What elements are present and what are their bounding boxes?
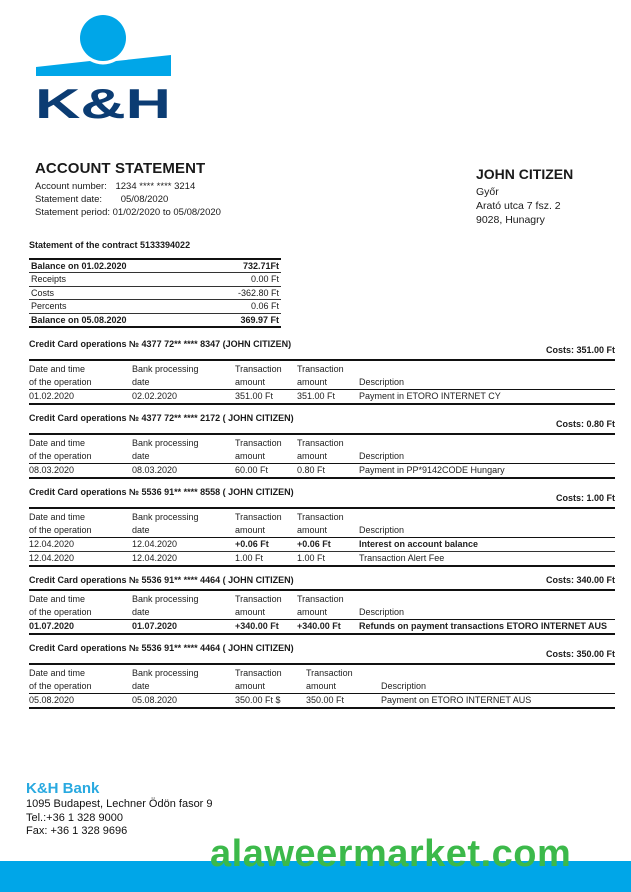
cell-processing: 12.04.2020 — [132, 538, 235, 552]
balance-value: 0.06 Ft — [203, 300, 281, 314]
col-processing: Bank processing date — [132, 594, 199, 617]
col-processing: Bank processing date — [132, 668, 199, 691]
balance-label: Receipts — [29, 273, 203, 287]
card-operations-section — [29, 413, 615, 479]
operations-table — [29, 507, 615, 567]
balance-row-opening — [29, 259, 281, 273]
col-date: Date and time of the operation — [29, 438, 92, 461]
cell-description: Transaction Alert Fee — [359, 552, 615, 567]
balance-value: 0.00 Ft — [203, 273, 281, 287]
section-title: Credit Card operations № 4377 72** **** 8347 (JOHN CITIZEN) — [29, 339, 292, 349]
cell-amount-2: +340.00 Ft — [297, 620, 359, 635]
col-processing: Bank processing date — [132, 364, 199, 387]
section-costs: Costs: 340.00 Ft — [545, 575, 615, 585]
customer-street: Arató utca 7 fsz. 2 — [476, 200, 561, 212]
table-row — [29, 620, 615, 635]
cell-processing: 12.04.2020 — [132, 552, 235, 567]
cell-amount: +0.06 Ft — [235, 538, 297, 552]
col-amount: Transaction amount — [235, 512, 282, 535]
col-description: Description — [359, 377, 405, 387]
col-amount-2: Transaction amount — [297, 512, 344, 535]
footer-tel: Tel.:+36 1 328 9000 — [26, 811, 123, 824]
bank-footer — [26, 780, 213, 839]
section-title: Credit Card operations № 5536 91** **** 8558 ( JOHN CITIZEN) — [29, 487, 294, 497]
table-header — [29, 590, 615, 620]
col-amount: Transaction amount — [235, 364, 282, 387]
table-row — [29, 390, 615, 405]
balance-row-closing — [29, 313, 281, 327]
col-date: Date and time of the operation — [29, 364, 92, 387]
cell-description: Interest on account balance — [359, 538, 615, 552]
balance-value: -362.80 Ft — [203, 286, 281, 300]
balance-value: 732.71Ft — [203, 259, 281, 273]
cell-amount-2: 0.80 Ft — [297, 464, 359, 479]
cell-amount-2: 350.00 Ft — [306, 694, 381, 709]
cell-description: Refunds on payment transactions ETORO INTERNET AUS — [359, 620, 615, 635]
account-number: 1234 **** **** 3214 — [115, 181, 196, 192]
balance-value: 369.97 Ft — [203, 313, 281, 327]
customer-postal: 9028, Hunagry — [476, 214, 545, 226]
cell-processing: 08.03.2020 — [132, 464, 235, 479]
balance-summary-table — [29, 258, 281, 328]
cell-description: Payment in PP*9142CODE Hungary — [359, 464, 615, 479]
balance-label: Costs — [29, 286, 203, 300]
balance-label: Balance on 01.02.2020 — [29, 259, 203, 273]
table-header — [29, 434, 615, 464]
customer-block — [476, 166, 573, 227]
table-row — [29, 694, 615, 709]
cell-description: Payment on ETORO INTERNET AUS — [381, 694, 615, 709]
svg-text:K&H: K&H — [35, 80, 171, 120]
cell-amount: 350.00 Ft $ — [235, 694, 306, 709]
statement-period: 01/02/2020 to 05/08/2020 — [112, 207, 221, 218]
cell-amount-2: +0.06 Ft — [297, 538, 359, 552]
table-row — [29, 552, 615, 567]
col-date: Date and time of the operation — [29, 512, 92, 535]
col-amount: Transaction amount — [235, 668, 282, 691]
operations-table — [29, 589, 615, 635]
cell-amount: 60.00 Ft — [235, 464, 297, 479]
cell-amount: 351.00 Ft — [235, 390, 297, 405]
balance-label: Balance on 05.08.2020 — [29, 313, 203, 327]
card-operations-section — [29, 487, 615, 567]
cell-amount-2: 351.00 Ft — [297, 390, 359, 405]
account-number-row — [35, 180, 221, 193]
cell-date: 01.02.2020 — [29, 390, 132, 405]
col-amount: Transaction amount — [235, 594, 282, 617]
col-amount: Transaction amount — [235, 438, 282, 461]
statement-date-label: Statement date: — [35, 194, 103, 205]
operations-table — [29, 359, 615, 405]
balance-row-percents — [29, 300, 281, 314]
section-costs: Costs: 0.80 Ft — [555, 419, 615, 429]
table-row — [29, 538, 615, 552]
card-operations-section — [29, 339, 615, 405]
col-description: Description — [381, 681, 427, 691]
kh-bank-logo — [35, 12, 171, 120]
balance-row-receipts — [29, 273, 281, 287]
col-date: Date and time of the operation — [29, 594, 92, 617]
cell-processing: 05.08.2020 — [132, 694, 235, 709]
cell-description: Payment in ETORO INTERNET CY — [359, 390, 615, 405]
statement-date: 05/08/2020 — [120, 194, 169, 205]
section-title: Credit Card operations № 5536 91** **** 4464 ( JOHN CITIZEN) — [29, 575, 294, 585]
col-description: Description — [359, 525, 405, 535]
col-amount-2: Transaction amount — [297, 364, 344, 387]
cell-date: 01.07.2020 — [29, 620, 132, 635]
cell-amount: 1.00 Ft — [235, 552, 297, 567]
table-header — [29, 508, 615, 538]
statement-info — [35, 180, 221, 219]
table-header — [29, 360, 615, 390]
col-description: Description — [359, 607, 405, 617]
col-amount-2: Transaction amount — [297, 594, 344, 617]
footer-fax: Fax: +36 1 328 9696 — [26, 825, 128, 837]
footer-bank-name: K&H Bank — [26, 780, 100, 797]
col-description: Description — [359, 451, 405, 461]
statement-title: ACCOUNT STATEMENT — [35, 160, 206, 177]
table-row — [29, 464, 615, 479]
watermark-text: alaweermarket.com — [210, 833, 572, 875]
col-date: Date and time of the operation — [29, 668, 92, 691]
operations-table — [29, 433, 615, 479]
card-operations-section — [29, 643, 615, 709]
statement-period-row — [35, 206, 221, 219]
cell-amount: +340.00 Ft — [235, 620, 297, 635]
col-amount-2: Transaction amount — [297, 438, 344, 461]
section-title: Credit Card operations № 4377 72** **** 2172 ( JOHN CITIZEN) — [29, 413, 294, 423]
section-costs: Costs: 1.00 Ft — [555, 493, 615, 503]
section-costs: Costs: 350.00 Ft — [545, 649, 615, 659]
col-processing: Bank processing date — [132, 512, 199, 535]
customer-name: JOHN CITIZEN — [476, 166, 574, 182]
statement-period-label: Statement period: — [35, 207, 110, 218]
section-costs: Costs: 351.00 Ft — [545, 345, 615, 355]
col-amount-2: Transaction amount — [306, 668, 353, 691]
cell-date: 05.08.2020 — [29, 694, 132, 709]
cell-amount-2: 1.00 Ft — [297, 552, 359, 567]
cell-processing: 02.02.2020 — [132, 390, 235, 405]
account-number-label: Account number: — [35, 181, 107, 192]
col-processing: Bank processing date — [132, 438, 199, 461]
operations-table — [29, 663, 615, 709]
footer-address: 1095 Budapest, Lechner Ödön fasor 9 — [26, 798, 213, 810]
contract-title: Statement of the contract 5133394022 — [29, 240, 191, 250]
balance-label: Percents — [29, 300, 203, 314]
customer-city: Győr — [476, 186, 499, 198]
cell-date: 08.03.2020 — [29, 464, 132, 479]
card-operations-section — [29, 575, 615, 635]
kh-logo-icon — [35, 12, 171, 120]
cell-processing: 01.07.2020 — [132, 620, 235, 635]
balance-row-costs — [29, 286, 281, 300]
section-title: Credit Card operations № 5536 91** **** 4464 ( JOHN CITIZEN) — [29, 643, 294, 653]
table-header — [29, 664, 615, 694]
statement-date-row — [35, 193, 221, 206]
cell-date: 12.04.2020 — [29, 552, 132, 567]
cell-date: 12.04.2020 — [29, 538, 132, 552]
